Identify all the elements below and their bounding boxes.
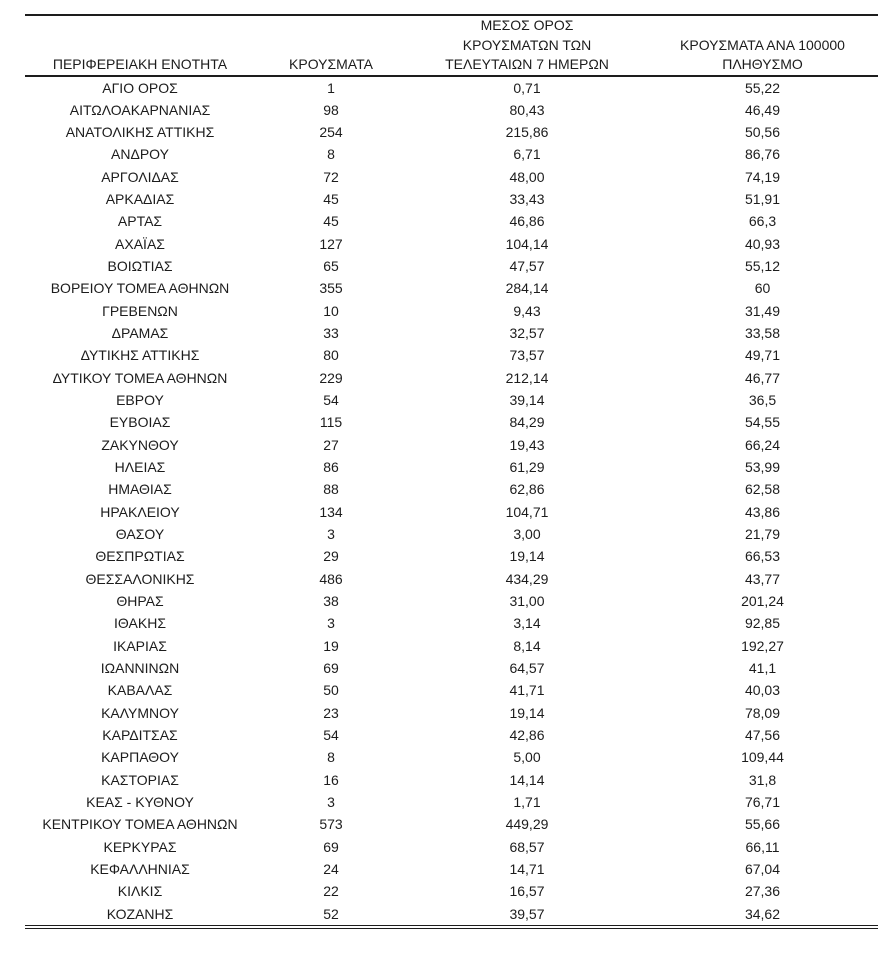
table-row: [25, 880, 878, 902]
table-row: [25, 143, 878, 165]
cell-cases: 27: [323, 436, 339, 453]
cell-regional-unit: ΚΑΛΥΜΝΟΥ: [101, 704, 179, 721]
cell-cases: 45: [323, 191, 339, 208]
cell-regional-unit: ΖΑΚΥΝΘΟΥ: [101, 436, 179, 453]
cell-regional-unit: ΚΑΡΔΙΤΣΑΣ: [102, 727, 178, 744]
cell-regional-unit: ΚΟΖΑΝΗΣ: [106, 905, 174, 922]
cell-cases: 486: [319, 570, 343, 587]
table-row: [25, 233, 878, 255]
cell-per-100k: 51,91: [744, 191, 781, 208]
cases-table: [25, 16, 878, 925]
table-row: [25, 545, 878, 567]
cell-per-100k: 53,99: [744, 459, 781, 476]
table-row: [25, 568, 878, 590]
cell-per-100k: 192,27: [741, 637, 784, 654]
cell-avg-7day: 19,14: [509, 548, 545, 565]
cell-cases: 3: [327, 794, 335, 810]
table-row: [25, 612, 878, 634]
table-row: [25, 344, 878, 366]
cell-regional-unit: ΘΕΣΣΑΛΟΝΙΚΗΣ: [85, 570, 195, 587]
cell-avg-7day: 47,57: [509, 258, 545, 275]
cell-per-100k: 47,56: [744, 727, 781, 744]
table-row: [25, 813, 878, 835]
col-header-regional-unit: [25, 16, 255, 76]
cell-avg-7day: 16,57: [509, 883, 545, 900]
table-row: [25, 300, 878, 322]
cell-avg-7day: 19,14: [509, 704, 545, 721]
cell-avg-7day: 449,29: [505, 816, 549, 833]
cell-per-100k: 21,79: [744, 526, 781, 543]
cell-regional-unit: ΑΝΑΤΟΛΙΚΗΣ ΑΤΤΙΚΗΣ: [65, 124, 215, 141]
table-row: [25, 746, 878, 768]
cell-cases: 10: [323, 302, 339, 319]
cell-cases: 3: [327, 526, 335, 543]
cell-avg-7day: 19,43: [509, 436, 545, 453]
cell-regional-unit: ΒΟΙΩΤΙΑΣ: [107, 258, 173, 275]
cell-regional-unit: ΔΥΤΙΚΗΣ ΑΤΤΙΚΗΣ: [80, 347, 200, 364]
cell-avg-7day: 3,14: [513, 615, 541, 632]
cell-cases: 573: [319, 816, 343, 833]
cell-cases: 24: [323, 860, 339, 877]
table-row: [25, 456, 878, 478]
cell-regional-unit: ΑΙΤΩΛΟΑΚΑΡΝΑΝΙΑΣ: [69, 101, 211, 118]
table-row: [25, 255, 878, 277]
cell-per-100k: 67,04: [744, 860, 781, 877]
cell-per-100k: 36,5: [748, 392, 777, 409]
cell-regional-unit: ΕΒΡΟΥ: [116, 392, 164, 409]
cell-regional-unit: ΑΝΔΡΟΥ: [111, 146, 169, 163]
cell-per-100k: 55,66: [744, 816, 781, 833]
cell-per-100k: 76,71: [744, 794, 781, 810]
cell-avg-7day: 14,14: [509, 771, 545, 788]
cell-avg-7day: 42,86: [509, 727, 545, 744]
header-row: [25, 16, 878, 76]
table-row: [25, 903, 878, 925]
cell-per-100k: 46,77: [744, 369, 781, 386]
cell-cases: 88: [323, 481, 339, 498]
table-row: [25, 836, 878, 858]
table-row: [25, 478, 878, 500]
cell-regional-unit: ΚΕΡΚΥΡΑΣ: [103, 838, 177, 855]
cell-cases: 45: [323, 213, 339, 230]
cell-per-100k: 43,86: [744, 503, 781, 520]
header-line: ΤΕΛΕΥΤΑΙΩΝ 7 ΗΜΕΡΩΝ: [445, 56, 609, 72]
table-row: [25, 657, 878, 679]
cell-avg-7day: 215,86: [505, 124, 549, 141]
cell-regional-unit: ΒΟΡΕΙΟΥ ΤΟΜΕΑ ΑΘΗΝΩΝ: [50, 280, 230, 297]
cell-regional-unit: ΚΙΛΚΙΣ: [117, 883, 163, 900]
cell-cases: 23: [323, 704, 339, 721]
table-row: [25, 210, 878, 232]
table-body: [25, 76, 878, 925]
cell-avg-7day: 14,71: [509, 860, 545, 877]
cell-per-100k: 109,44: [741, 749, 784, 766]
cell-regional-unit: ΚΕΦΑΛΛΗΝΙΑΣ: [90, 860, 190, 877]
cell-cases: 134: [319, 503, 343, 520]
cell-per-100k: 86,76: [744, 146, 781, 163]
cell-per-100k: 46,49: [744, 101, 781, 118]
col-header-per-100k: [647, 16, 878, 76]
cell-cases: 98: [323, 101, 339, 118]
table-row: [25, 635, 878, 657]
cell-avg-7day: 6,71: [513, 146, 541, 163]
table-row: [25, 769, 878, 791]
table-row: [25, 501, 878, 523]
cell-per-100k: 66,24: [744, 436, 781, 453]
cell-regional-unit: ΙΘΑΚΗΣ: [114, 615, 166, 632]
table-row: [25, 389, 878, 411]
cell-avg-7day: 61,29: [509, 459, 545, 476]
cell-per-100k: 66,53: [744, 548, 781, 565]
col-header-cases: [255, 16, 407, 76]
cell-regional-unit: ΚΑΒΑΛΑΣ: [107, 682, 173, 699]
cell-avg-7day: 31,00: [509, 593, 545, 610]
cell-per-100k: 49,71: [744, 347, 781, 364]
cell-per-100k: 74,19: [744, 168, 781, 185]
table-row: [25, 590, 878, 612]
cell-cases: 54: [323, 727, 339, 744]
cell-per-100k: 41,1: [748, 660, 777, 677]
cell-regional-unit: ΗΡΑΚΛΕΙΟΥ: [100, 503, 180, 520]
cell-cases: 8: [327, 749, 335, 766]
cell-regional-unit: ΚΑΣΤΟΡΙΑΣ: [101, 771, 179, 788]
cell-avg-7day: 68,57: [509, 838, 545, 855]
cell-regional-unit: ΚΕΑΣ - ΚΥΘΝΟΥ: [86, 794, 194, 810]
header-line: ΚΡΟΥΣΜΑΤΑ ΑΝΑ 100000: [680, 36, 845, 53]
cell-cases: 127: [319, 235, 343, 252]
cell-avg-7day: 41,71: [509, 682, 545, 699]
cell-cases: 16: [323, 771, 339, 788]
cell-regional-unit: ΑΡΚΑΔΙΑΣ: [105, 191, 175, 208]
cell-cases: 254: [319, 124, 343, 141]
cell-per-100k: 40,93: [744, 235, 781, 252]
cell-cases: 22: [323, 883, 339, 900]
cell-avg-7day: 46,86: [509, 213, 545, 230]
cell-cases: 33: [323, 325, 339, 342]
cell-per-100k: 31,49: [744, 302, 781, 319]
table-row: [25, 791, 878, 813]
cell-cases: 115: [319, 414, 343, 431]
cell-cases: 50: [323, 682, 339, 699]
cell-avg-7day: 39,14: [509, 392, 545, 409]
table-row: [25, 858, 878, 880]
cell-regional-unit: ΙΚΑΡΙΑΣ: [113, 637, 167, 654]
cell-regional-unit: ΔΥΤΙΚΟΥ ΤΟΜΕΑ ΑΘΗΝΩΝ: [52, 369, 228, 386]
cell-avg-7day: 39,57: [509, 905, 545, 922]
cell-regional-unit: ΑΓΙΟ ΟΡΟΣ: [102, 79, 178, 96]
cell-regional-unit: ΓΡΕΒΕΝΩΝ: [102, 302, 178, 319]
table-row: [25, 702, 878, 724]
cell-cases: 80: [323, 347, 339, 364]
cell-per-100k: 66,11: [745, 838, 780, 855]
cell-regional-unit: ΗΜΑΘΙΑΣ: [108, 481, 172, 498]
cell-cases: 29: [323, 548, 339, 565]
header-line: ΠΕΡΙΦΕΡΕΙΑΚΗ ΕΝΟΤΗΤΑ: [52, 56, 228, 72]
cell-cases: 52: [323, 905, 339, 922]
table-row: [25, 76, 878, 99]
cell-per-100k: 55,12: [744, 258, 781, 275]
cell-cases: 69: [323, 838, 339, 855]
cell-regional-unit: ΕΥΒΟΙΑΣ: [109, 414, 171, 431]
table-row: [25, 434, 878, 456]
cell-regional-unit: ΘΑΣΟΥ: [115, 526, 165, 543]
cell-per-100k: 66,3: [748, 213, 777, 230]
cell-avg-7day: 0,71: [513, 79, 541, 96]
table-row: [25, 277, 878, 299]
cell-cases: 38: [323, 593, 339, 610]
cell-avg-7day: 1,71: [513, 794, 541, 810]
table-row: [25, 188, 878, 210]
cell-per-100k: 92,85: [744, 615, 781, 632]
cell-regional-unit: ΑΧΑΪΑΣ: [115, 235, 165, 252]
header-line: ΚΡΟΥΣΜΑΤΑ: [289, 56, 373, 72]
cell-cases: 69: [323, 660, 339, 677]
cell-per-100k: 27,36: [744, 883, 781, 900]
cell-avg-7day: 212,14: [505, 369, 549, 386]
cell-per-100k: 40,03: [744, 682, 781, 699]
cell-avg-7day: 84,29: [509, 414, 545, 431]
cell-cases: 54: [323, 392, 339, 409]
cell-cases: 355: [319, 280, 343, 297]
cell-avg-7day: 8,14: [513, 637, 541, 654]
header-line: ΚΡΟΥΣΜΑΤΩΝ ΤΩΝ: [462, 36, 592, 53]
cell-cases: 1: [327, 79, 335, 96]
header-line: ΠΛΗΘΥΣΜΟ: [722, 56, 803, 72]
cell-regional-unit: ΚΕΝΤΡΙΚΟΥ ΤΟΜΕΑ ΑΘΗΝΩΝ: [42, 816, 238, 833]
cell-avg-7day: 104,14: [505, 235, 549, 252]
table-row: [25, 367, 878, 389]
cell-regional-unit: ΙΩΑΝΝΙΝΩΝ: [100, 660, 180, 677]
table-row: [25, 99, 878, 121]
cell-regional-unit: ΘΗΡΑΣ: [116, 593, 164, 610]
cell-avg-7day: 3,00: [513, 526, 541, 543]
table-row: [25, 322, 878, 344]
cell-avg-7day: 33,43: [509, 191, 545, 208]
cell-cases: 3: [327, 615, 335, 632]
table-header: [25, 16, 878, 76]
cell-per-100k: 31,8: [748, 771, 777, 788]
header-line: ΜΕΣΟΣ ΟΡΟΣ: [480, 17, 574, 33]
col-header-avg-7day: [407, 16, 647, 76]
cell-per-100k: 34,62: [744, 905, 781, 922]
cell-per-100k: 50,56: [744, 124, 781, 141]
cell-regional-unit: ΑΡΤΑΣ: [117, 213, 163, 230]
cell-avg-7day: 9,43: [513, 302, 541, 319]
table-row: [25, 121, 878, 143]
cell-per-100k: 43,77: [744, 570, 781, 587]
cell-cases: 72: [323, 168, 339, 185]
table-row: [25, 166, 878, 188]
cell-per-100k: 55,22: [744, 79, 781, 96]
cell-avg-7day: 284,14: [505, 280, 549, 297]
cell-cases: 19: [323, 637, 339, 654]
cell-avg-7day: 104,71: [505, 503, 549, 520]
cell-regional-unit: ΑΡΓΟΛΙΔΑΣ: [101, 168, 179, 185]
cell-regional-unit: ΘΕΣΠΡΩΤΙΑΣ: [95, 548, 185, 565]
table-row: [25, 724, 878, 746]
cell-regional-unit: ΚΑΡΠΑΘΟΥ: [101, 749, 179, 766]
cell-regional-unit: ΔΡΑΜΑΣ: [111, 325, 169, 342]
cell-cases: 229: [319, 369, 343, 386]
cell-avg-7day: 62,86: [509, 481, 545, 498]
cell-avg-7day: 434,29: [505, 570, 549, 587]
cell-per-100k: 33,58: [744, 325, 781, 342]
table-row: [25, 679, 878, 701]
cell-cases: 86: [323, 459, 339, 476]
cell-avg-7day: 48,00: [509, 168, 545, 185]
cell-per-100k: 201,24: [741, 593, 784, 610]
cases-table-wrapper: [25, 14, 878, 929]
cell-cases: 8: [327, 146, 335, 163]
cell-regional-unit: ΗΛΕΙΑΣ: [114, 459, 166, 476]
cell-per-100k: 60: [754, 280, 771, 297]
cell-per-100k: 78,09: [744, 704, 781, 721]
table-row: [25, 523, 878, 545]
cell-avg-7day: 64,57: [509, 660, 545, 677]
cell-avg-7day: 80,43: [509, 101, 545, 118]
cell-per-100k: 62,58: [744, 481, 781, 498]
cell-avg-7day: 5,00: [513, 749, 541, 766]
cell-avg-7day: 73,57: [509, 347, 545, 364]
table-row: [25, 411, 878, 433]
cell-avg-7day: 32,57: [509, 325, 545, 342]
cell-cases: 65: [323, 258, 339, 275]
cell-per-100k: 54,55: [744, 414, 781, 431]
